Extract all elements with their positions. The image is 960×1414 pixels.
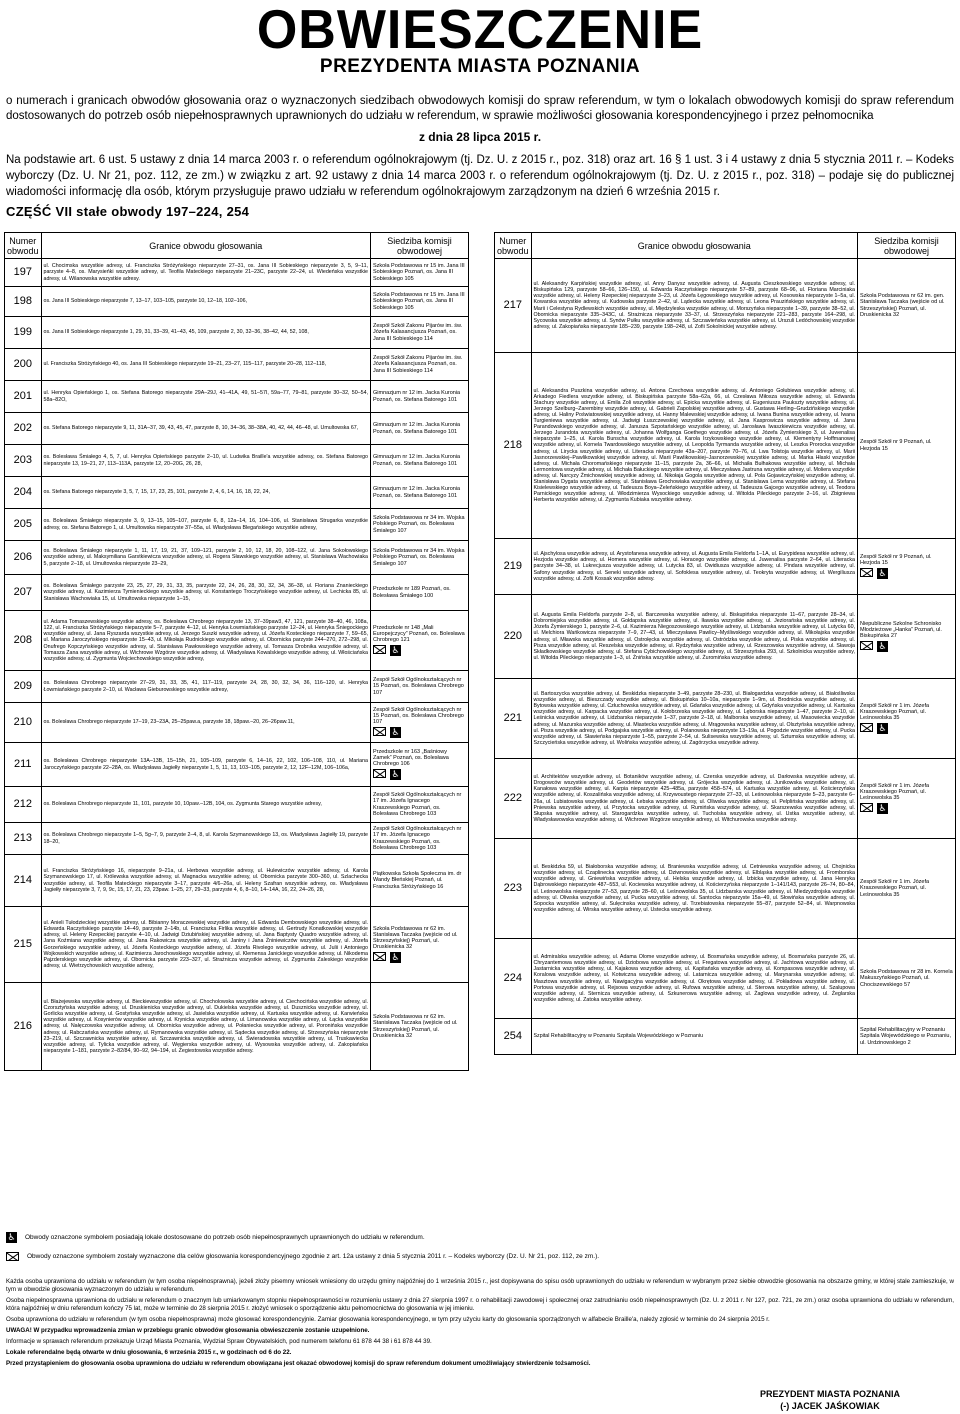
district-row xyxy=(5,381,469,413)
district-bounds: ul. Admiralska wszystkie adresy, ul. Adama Olome wszystkie adresy, ul. Bosmańska wszystkie adresy, ul. Bosmańska parzyste 26, ul. Chryzantemowa wszystkie adresy, ul. Dziobowa wszystkie adresy, ul. Fregatowa wszystkie adresy, ul. Jachtowa wszystkie adresy, ul. Jastarnicka wszystkie adresy, ul. Kajakowa wszystkie adresy, ul. Kapitańska wszystkie adresy, ul. Kompasowa wszystkie adresy, ul. Koralowa wszystkie adresy, ul. Kotwiczna wszystkie adresy, ul. Latarnicza wszystkie adresy, ul. Marynarska wszystkie adresy, ul. Masztowa wszystkie adresy, ul. Nawigacyjna wszystkie adresy, ul. Okrętowa wszystkie adresy, ul. Pokładowa wszystkie adresy, ul. Portowa wszystkie adresy, ul. Rejsowa wszystkie adresy, ul. Rufowa wszystkie adresy, ul. Sterowa wszystkie adresy, ul. Szalupowa wszystkie adresy, ul. Sternicza wszystkie adresy, ul. Szkunerowa wszystkie adresy, ul. Żaglowa wszystkie adresy, ul. Żeglarska wszystkie adresy, ul. Zatoka wszystkie adresy. xyxy=(531,939,857,1019)
district-seat-text: Przedszkole nr 189 Poznań, os. Bolesława Śmiałego 100 xyxy=(373,586,451,599)
district-bounds: os. Bolesława Śmiałego nieparzyste 3, 9, 13–15, 105–107, parzyste 6, 8, 12a–14, 16, 104–106, ul. Stanisława Strugarka wszystkie adresy, os. Stefana Batorego 1, ul. Umultowska nieparzyste 37–55a, ul. Władysława Blegańskiego wszystkie adresy, xyxy=(41,509,370,541)
district-seat xyxy=(858,595,956,679)
legal-basis: Na podstawie art. 6 ust. 5 ustawy z dnia 14 marca 2003 r. o referendum ogólnokrajowym (tj. Dz. U. z 2015 r., poz. 318) oraz art. 16 § 1 ust. 3 i 4 ustawy z dnia 5 stycznia 2011 r. – Kodeks wyborczy (Dz. U. Nr 21, poz. 112, ze zm.) w związku z art. 92 ustawy z dnia 14 marca 2003 r. o referendum ogólnokrajowym (tj. Dz. U. z 2015 r., poz. 318) – podaje się do publicznej wiadomości informację dla osób, którym przysługuje prawo udziału w referendum ogólnokrajowym zarządzonym na dzień 6 września 2015 r. xyxy=(6,154,954,198)
district-number: 211 xyxy=(5,743,42,787)
district-bounds: Szpital Rehabilitacyjny w Poznaniu Szpitala Wojewódzkiego w Poznaniu xyxy=(531,1019,857,1055)
wheelchair-icon: ♿ xyxy=(878,641,887,652)
district-bounds: ul. Adama Tomaszewskiego wszystkie adresy, os. Bolesława Chrobrego nieparzyste 13, 37–39paw3, 47, 121, parzyste 38–40, 46, 108a, 122, ul. Franciszka Stróżyńskiego nieparzyste 5–7, parzyste 4–12, ul. Henryka Łowmiańskiego parzyste 12–24, ul. Henryka Śniegockiego wszystkie adresy, ul. Jana Ryszarda wszystkie adresy, ul. Jerzego Suszki wszystkie adresy, ul. Józefa Kosteckiego nieparzyste 7, 59–65, ul. Mariana Jaroczyńskiego nieparzyste 15–43, ul. Mikołaja Rudnickiego wszystkie adresy, ul. Obornicka parzyste 244–270, 272–298, ul. Onufrego Kopczyńskiego wszystkie adresy, ul. Stanisława Pawłowskiego wszystkie adresy, ul. Tomasza Drobnika wszystkie adresy, ul. Tomasza Zana wszystkie adresy, ul. Wichrowe Wzgórze wszystkie adresy, ul. Władysława Kowalskiego wszystkie adresy, ul. Włościańska wszystkie adresy, ul. Zygmunta Wojciechowskiego wszystkie adresy, xyxy=(41,611,370,671)
district-row xyxy=(5,611,469,671)
district-number: 197 xyxy=(5,259,42,287)
district-seat xyxy=(371,823,469,855)
district-seat-text: Gimnazjum nr 12 im. Jacka Kuronia Poznań, os. Stefana Batorego 101 xyxy=(373,454,461,467)
district-seat-text: Zespół Szkół nr 9 Poznań, ul. Hezjoda 15 xyxy=(860,553,932,566)
district-bounds: ul. Aleksandra Puszkina wszystkie adresy, ul. Antona Czechowa wszystkie adresy, ul. Antoniego Gołubiewa wszystkie adresy, ul. Arkadego Fiedlera wszystkie adresy, ul. Biskupińska parzyste 58a–62a, 66, ul. Czesława Miłosza wszystkie adresy, ul. Edwarda Stachury wszystkie adresy, ul. Emila Zoli wszystkie adresy, ul. Epicka wszystkie adresy, ul. Eugeniusza Paukszty wszystkie adresy, ul. Jerzego Szelburg–Zarembiny wszystkie adresy, ul. Gabrieli Zapolskiej wszystkie adresy, ul. Gustawa Herling–Grudzińskiego wszystkie adresy, ul. Haliny Poświatowskiej wszystkie adresy, ul. Hanny Malewskiej wszystkie adresy, ul. Iwana Bunina wszystkie adresy, ul. Iwana Turgieniewa wszystkie adresy, ul. Jadwigi Łuszczewskiej wszystkie adresy, ul. Jana Kasprowicza wszystkie adresy, ul. Jana Parandowskiego wszystkie adresy, ul. Janusza Szpotańskiego wszystkie adresy, ul. Jarosława Iwaszkiewicza wszystkie adresy, ul. Jerzego Jurandota wszystkie adresy, ul. Johanna Wolfganga Goethego wszystkie adresy, ul. Józefa Żymierskiego 3, ul. Juwenalisa nieparzyste 1–25, ul. Karola Bunscha wszystkie adresy, ul. Karola Irzykowskiego wszystkie adresy, ul. Klementyny Hoffmanowej wszystkie adresy, ul. Kornela Twardowskiego wszystkie adresy, ul. Leopolda Tyrmanda wszystkie adresy, ul. Leszka Prorocka wszystkie adresy, ul. Lirycka wszystkie adresy, ul. Literacka nieparzyste 43a–207, parzyste 70–76, ul. Lwa Tołstoja wszystkie adresy, ul. Marii Jasnorzewskiej–Pawlikowskiej wszystkie adresy, ul. Marii Pawlikowskiej–Jasnorzewskiej wszystkie adresy, ul. Marka Hłaski wszystkie adresy, ul. Michała Choromańskiego nieparzyste 11–15, parzyste 2a, 36–66, ul. Michaiła Bułhakowa wszystkie adresy, ul. Michała Lermontowa wszystkie adresy, ul. Michała Bałuckiego wszystkie adresy, ul. Mieczysława Jastruna wszystkie adresy, ul. Moliera wszystkie adresy, ul. Narcyzy Żmichowskiej wszystkie adresy, ul. Nikołaja Gogola wszystkie adresy, ul. Pola Gojawiczyńskiej wszystkie adresy, ul. Stanisława Dygata wszystkie adresy, ul. Stanisława Grochowiaka wszystkie adresy, ul. Stanisława Lema wszystkie adresy, ul. Stefana Kisielewskiego wszystkie adresy, ul. Tadeusza Boya–Żeleńskiego wszystkie adresy, ul. Tadeusza Gajcego wszystkie adresy, ul. Teodora Parnickiego wszystkie adresy, ul. Włodzimierza Wysockiego wszystkie adresy, ul. Witolda Pileckiego parzyste 2–16, ul. Zbigniewa Herberta wszystkie adresy, ul. Zygmunta Kubiaka wszystkie adresy. xyxy=(531,353,857,539)
col-seat: Siedziba komisji obwodowej xyxy=(858,233,956,259)
wheelchair-icon: ♿ xyxy=(391,952,400,963)
district-seat xyxy=(371,611,469,671)
district-row xyxy=(5,317,469,349)
district-number: 213 xyxy=(5,823,42,855)
district-seat-text: Szkoła Podstawowa nr 34 im. Wojska Polskiego Poznań, os. Bolesława Śmiałego 107 xyxy=(373,515,465,534)
district-seat-text: Szkoła Podstawowa nr 15 im. Jana III Sobieskiego Poznań, os. Jana III Sobieskiego 105 xyxy=(373,292,465,311)
district-bounds: ul. Henryka Opieńskiego 1, os. Stefana Batorego nieparzyste 29A–29J, 41–41A, 49, 51–57I, 59a–77, 79–81, parzyste 30–32, 50–54, 58a–82O, xyxy=(41,381,370,413)
district-number: 220 xyxy=(495,595,532,679)
legend-accessible-text: Obwody oznaczone symbolem posiadają lokale dostosowane do potrzeb osób niepełnosprawnych uprawnionych do udziału w referendum. xyxy=(25,1234,425,1241)
note: Informacje w sprawach referendum przekazuje Urząd Miasta Poznania, Wydział Spraw Obywatelskich, pod numerem telefonu 61 878 44 38 i 61 878 44 39. xyxy=(6,1338,432,1345)
note: Osoba uprawniona do udziału w referendum (w tym osoba niepełnosprawna) może głosować korespondencyjnie. Zamiar głosowania korespondencyjnego, w tym przy użyciu karty do głosowania sporządzonych w alfabecie Braille'a, należy zgłosić w terminie do 24 sierpnia 2015 r. xyxy=(6,1316,770,1323)
district-seat-text: Szpital Rehabilitacyjny w Poznaniu Szpitala Wojewódzkiego w Poznaniu, ul. Urdzinowskiego 2 xyxy=(860,1027,952,1046)
district-seat xyxy=(858,539,956,595)
district-seat-text: Szkoła Podstawowa nr 15 im. Jana III Sobieskiego Poznań, os. Jana III Sobieskiego 105 xyxy=(373,263,465,282)
district-number: 210 xyxy=(5,703,42,743)
envelope-icon xyxy=(860,723,873,732)
district-number: 222 xyxy=(495,759,532,839)
district-number: 217 xyxy=(495,259,532,353)
district-bounds: ul. Anieli Tułodzieckiej wszystkie adresy, ul. Bibianny Moraczewskiej wszystkie adresy, ul. Edwarda Dembowskiego wszystkie adresy, ul. Edwarda Raczyńskiego parzyste 14–49, parzyste 2–14b, ul. Franciszka Firlika wszystkie adresy, ul. Gertrudy Konatkowskiej wszystkie adresy, ul. Heleny Rzepeckiej parzyste 4–10, ul. Jadwigi Dziubińskiej wszystkie adresy, ul. Jana Baptysty Quadro wszystkie adresy, ul. Jana Koźmiana wszystkie adresy, ul. Jana Rakowicza wszystkie adresy, ul. Janiny i Jana Żniniewiczów wszystkie adresy, ul. Józefa Gorzeńskiego wszystkie adresy, ul. Józefa Kosteckiego wszystkie adresy, ul. Józefa Rivolego wszystkie adresy, ul. Julii i Antoniego Wojkowskich wszystkie adresy, ul. Kazimierza Jarochowskiego wszystkie adresy, ul. Klemensa Janickiego wszystkie adresy, ul. Nikodema Pajzderskiego wszystkie adresy, ul. Obornicka parzyste 223–327, ul. Strażnicza wszystkie adresy, ul. Zygmunta Zaleskiego wszystkie adresy, ul. Wietrzychowskich wszystkie adresy, xyxy=(41,907,370,983)
district-bounds: ul. Ajschylosa wszystkie adresy, ul. Arystofanesa wszystkie adresy, ul. Augusta Emila Fieldorfa 1–1A, ul. Eurypidesa wszystkie adresy, ul. Hezjoda wszystkie adresy, ul. Homera wszystkie adresy, ul. Horacego wszystkie adresy, ul. Juwenalisa parzyste 2–64, ul. Literacka parzyste 34–38, ul. Lukrecjusza wszystkie adresy, ul. Lutycka 83, ul. Owidiusza wszystkie adresy, ul. Pindara wszystkie adresy, ul. Safony wszystkie adresy, ul. Seneki wszystkie adresy, ul. Sofoklesa wszystkie adresy, ul. Teokryta wszystkie adresy, ul. Wergiliusza wszystkie adresy, ul. Zofii Kossak wszystkie adresy. xyxy=(531,539,857,595)
district-number: 216 xyxy=(5,983,42,1071)
district-bounds: ul. Architektów wszystkie adresy, ul. Botaników wszystkie adresy, ul. Czerska wszystkie adresy, ul. Darłowska wszystkie adresy, ul. Drogowców wszystkie adresy, ul. Geodetów wszystkie adresy, ul. Grójecka wszystkie adresy, ul. Junikowska wszystkie adresy, ul. Kanałowa wszystkie adresy, ul. Karpia nieparzyste 425–485a, parzyste 458–574, ul. Kartuska wszystkie adresy, ul. Kościerzyńska wszystkie adresy, ul. Koszalińska wszystkie adresy, ul. Krzywoustego nieparzyste 27–33, ul. Leśnowolska nieparzyste 5–23, parzyste 6–26a, ul. Lubiatowska wszystkie adresy, ul. Łebska wszystkie adresy, ul. Oliwska wszystkie adresy, ul. Pelplińska wszystkie adresy, ul. Pniewska wszystkie adresy, ul. Przytocka wszystkie adresy, ul. Rumińska wszystkie adresy, ul. Skarszewska wszystkie adresy, ul. Słupska wszystkie adresy, ul. Starogardzka wszystkie adresy, ul. Tucholska wszystkie adresy, ul. Ustka wszystkie adresy, ul. Władysławowska wszystkie adresy, ul. Wichrowe Wzgórze wszystkie adresy, ul. Witchurowska wszystkie adresy. xyxy=(531,759,857,839)
district-bounds: ul. Błażejewska wszystkie adresy, ul. Bieckiewszystkie adresy, ul. Chocholowska wszystkie adresy, ul. Ciechocińska wszystkie adresy, ul. Czorsztyńska wszystkie adresy, ul. Druskienicka wszystkie adresy, ul. Dukielska wszystkie adresy, ul. Dusznicka wszystkie adresy, ul. Gorlicka wszystkie adresy, ul. Gostyńska wszystkie adresy, ul. Jasielska wszystkie adresy, ul. Kartuska wszystkie adresy, ul. Karwieńska wszystkie adresy, ul. Kosynierów wszystkie adresy, ul. Krynicka wszystkie adresy, ul. Limanowska wszystkie adresy, ul. Łącka wszystkie adresy, ul. Nałęczowska wszystkie adresy, ul. Obornicka wszystkie adresy, ul. Połaniecka wszystkie adresy, ul. Poronińska wszystkie adresy, ul. Rabczańska wszystkie adresy, ul. Rymanowska wszystkie adresy, ul. Sądecka wszystkie adresy, ul. Strzeszyńska nieparzyste 23–219, ul. Szczawnicka wszystkie adresy, ul. Szczawnicka wszystkie adresy, ul. Świeradowska wszystkie adresy, ul. Truskawiecka wszystkie adresy, ul. Tylicka wszystkie adresy, ul. Węgierska wszystkie adresy, ul. Wysowska wszystkie adresy, ul. Zakopiańska nieparzyste 1–181, parzyste 2–82/84, 90–92, 94–194, ul. Żegiestowska wszystkie adresy. xyxy=(41,983,370,1071)
district-row xyxy=(5,703,469,743)
district-row xyxy=(5,541,469,575)
notes-section xyxy=(6,1278,954,1371)
district-bounds: os. Bolesława Chrobrego nieparzyste 1–5, 5g–7, 9, parzyste 2–4, 8, ul. Karola Szymanowskiego 13, os. Władysława Jagiełły 19, parzyste 18–20, xyxy=(41,823,370,855)
district-seat xyxy=(371,317,469,349)
envelope-icon xyxy=(373,769,386,778)
district-number: 223 xyxy=(495,839,532,939)
district-number: 224 xyxy=(495,939,532,1019)
district-seat-text: Szkoła Podstawowa nr 62 im. gen. Stanisława Taczaka (wejście od ul. Strzeszyńskiej) Poznań, ul. Druskienicka 32 xyxy=(860,293,945,318)
districts-table-left xyxy=(4,232,469,1071)
legend-postal xyxy=(6,1252,599,1261)
district-icons xyxy=(373,645,466,656)
district-bounds: ul. Franciszka Stróżyńskiego 16, nieparzyste 9–21a, ul. Herbowa wszystkie adresy, ul. Hulewiczów wszystkie adresy, ul. Karola Szymanowskiego 17, ul. Królewska wszystkie adresy, ul. Magnacka wszystkie adresy, ul. Obornicka parzyste 300–360, ul. Szlachecka wszystkie adresy, ul. Teofila Mateckiego nieparzyste 3–17, parzyste 4/6–26a, ul. Heleny Szafran wszystkie adresy, os. Władysława Jagiełły nieparzyste 3, 7, 9, 9c, 15, 17, 21, 23, 23paw. 1–25, 27, 29–33, parzyste 4, 6, 8–10, 14–14A, 16, 22, 24–26, 28, xyxy=(41,855,370,907)
district-row xyxy=(5,983,469,1071)
district-number: 201 xyxy=(5,381,42,413)
district-row xyxy=(495,839,956,939)
note-identity: Przed przystąpieniem do głosowania osoba uprawniona do udziału w referendum obowiązana jest okazać obwodowej komisji do spraw referendum dokument umożliwiający stwierdzenie tożsamości. xyxy=(6,1360,591,1367)
district-number: 254 xyxy=(495,1019,532,1055)
district-seat-text: Zespół Szkół Ogólnokształcących nr 15 Poznań, os. Bolesława Chrobrego 107 xyxy=(373,706,464,726)
part-heading: CZĘŚĆ VII stałe obwody 197–224, 254 xyxy=(6,204,250,219)
district-seat-text: Gimnazjum nr 12 im. Jacka Kuronia Poznań, os. Stefana Batorego 101 xyxy=(373,390,461,403)
col-bounds: Granice obwodu głosowania xyxy=(531,233,857,259)
notice-subtitle: PREZYDENTA MIASTA POZNANIA xyxy=(319,56,641,77)
district-seat xyxy=(371,907,469,983)
wheelchair-icon: ♿ xyxy=(391,645,400,656)
district-seat-text: Zespół Szkół Ogólnokształcących nr 17 im. Józefa Ignacego Kraszewskiego Poznań, os. Bolesława Chrobrego 103 xyxy=(373,826,462,851)
wheelchair-icon: ♿ xyxy=(878,803,887,814)
col-seat: Siedziba komisji obwodowej xyxy=(371,233,469,259)
district-row xyxy=(495,353,956,539)
district-seat-text: Szkoła Podstawowa nr 62 im. Stanisława Taczaka (wejście od ul. Strzeszyńskiej) Poznań, ul. Druskienicka 32 xyxy=(373,1014,458,1039)
note-warning: UWAGA! W przypadku wprowadzenia zmian w przebiegu granic obwodów głosowania obwieszczenie zostanie uzupełnione. xyxy=(6,1327,370,1334)
district-row xyxy=(5,477,469,509)
district-seat xyxy=(371,541,469,575)
district-seat-text: Zespół Szkół Zakonu Pijarów im. św. Józefa Kalasancjusza Poznań, os. Jana III Sobieskiego 114 xyxy=(373,355,463,374)
district-seat-text: Zespół Szkół Ogólnokształcących nr 15 Poznań, os. Bolesława Chrobrego 107 xyxy=(373,677,464,696)
district-number: 199 xyxy=(5,317,42,349)
envelope-icon xyxy=(860,568,873,577)
district-seat xyxy=(858,839,956,939)
signature xyxy=(760,1388,900,1412)
district-seat-text: Zespół Szkół nr 1 im. Józefa Kraszewskiego Poznań, ul. Leśnowolska 35 xyxy=(860,702,930,722)
district-row xyxy=(5,907,469,983)
district-row xyxy=(495,595,956,679)
district-seat xyxy=(371,855,469,907)
district-seat xyxy=(858,679,956,759)
district-bounds: os. Bolesława Chrobrego nieparzyste 13A–13B, 15–15h, 21, 105–109, parzyste 6, 14–16, 22, 102, 106–108, 110, ul. Mariana Jaroczyńskiego parzyste 22–28A, os. Władysława Jagiełły nieparzyste 1, 5, 11, 13, 103–105, parzyste 2, 12, 12F–12M, 106–106a, xyxy=(41,743,370,787)
envelope-icon xyxy=(373,645,386,654)
district-number: 208 xyxy=(5,611,42,671)
signature-name: (-) JACEK JAŚKOWIAK xyxy=(780,1401,880,1411)
district-number: 218 xyxy=(495,353,532,539)
district-row xyxy=(5,349,469,381)
district-number: 200 xyxy=(5,349,42,381)
district-seat-text: Szkoła Podstawowa nr 62 im. Stanisława Taczaka (wejście od ul. Strzeszyńskiej) Poznań, ul. Druskienicka 32 xyxy=(373,925,458,951)
district-seat xyxy=(371,413,469,445)
district-number: 212 xyxy=(5,787,42,823)
district-row xyxy=(5,575,469,611)
district-icons xyxy=(373,769,466,780)
district-number: 209 xyxy=(5,671,42,703)
district-row xyxy=(5,509,469,541)
district-seat-text: Szkoła Podstawowa nr 28 im. Kornela Makuszyńskiego Poznań, ul. Chociszewskiego 57 xyxy=(860,969,953,988)
district-icons xyxy=(860,641,953,652)
district-row xyxy=(5,287,469,317)
district-bounds: os. Stefana Batorego nieparzyste 9, 11, 31A–37, 39, 43, 45, 47, parzyste 8, 10, 34–36, 38–38A, 40, 42, 44, 46–48, ul. Umultowska 67, xyxy=(41,413,370,445)
district-row xyxy=(495,679,956,759)
district-row xyxy=(495,939,956,1019)
legend-postal-text: Obwody oznaczone symbolem zostały wyznaczone dla celów głosowania korespondencyjnego zgodnie z art. 12a ustawy z dnia 5 stycznia 2011 r. – Kodeks wyborczy (Dz. U. Nr 21, poz. 112, ze zm.). xyxy=(27,1253,600,1260)
districts-table-right xyxy=(494,232,956,1055)
district-bounds: os. Bolesława Śmiałego 4, 5, 7, ul. Henryka Opieńskiego parzyste 2–10, ul. Ludwika Braille'a wszystkie adresy, os. Stefana Batorego nieparzyste 13, 19–21, 27, 113–113A, parzyste 12, 20–20G, 26, 28, xyxy=(41,445,370,477)
district-icons xyxy=(860,803,953,814)
district-seat xyxy=(858,259,956,353)
district-icons xyxy=(373,727,466,738)
district-icons xyxy=(860,568,953,579)
envelope-icon xyxy=(860,803,873,812)
district-number: 203 xyxy=(5,445,42,477)
district-row xyxy=(5,743,469,787)
district-row xyxy=(5,413,469,445)
wheelchair-icon: ♿ xyxy=(391,769,400,780)
district-bounds: os. Jana III Sobieskiego nieparzyste 1, 29, 31, 33–39, 41–43, 45, 109, parzyste 2, 30, 32–36, 38–42, 44, 52, 108, xyxy=(41,317,370,349)
legend-accessible xyxy=(6,1232,425,1243)
note: Każda osoba uprawniona do udziału w referendum (w tym osoba niepełnosprawna), jeżeli złoży pisemny wniosek wniesiony do urzędu gminy najpóźniej do 1 września 2015 r., jest dopisywana do spisu osób uprawnionych do udziału w referendum w wybranym przez siebie obwodzie głosowania na obszarze gminy, w której stale zamieszkuje, w tym w obwodzie głosowania wyznaczonym do udziału w referendum. xyxy=(6,1278,954,1293)
district-bounds: os. Stefana Batorego nieparzyste 3, 5, 7, 15, 17, 23, 25, 101, parzyste 2, 4, 6, 14, 16, 18, 22, 24, xyxy=(41,477,370,509)
notice-title: OBWIESZCZENIE xyxy=(256,0,704,61)
envelope-icon xyxy=(373,952,386,961)
district-row xyxy=(495,759,956,839)
district-icons xyxy=(373,952,466,963)
district-seat-text: Przedszkole nr 148 „Mali Europejczycy” Poznań, os. Bolesława Chrobrego 121 xyxy=(373,624,465,644)
district-bounds: os. Bolesława Chrobrego nieparzyste 11, 101, parzyste 10, 10paw.–12B, 104, os. Zygmunta Starego wszystkie adresy, xyxy=(41,787,370,823)
district-row xyxy=(495,1019,956,1055)
district-number: 221 xyxy=(495,679,532,759)
district-seat-text: Gimnazjum nr 12 im. Jacka Kuronia Poznań, os. Stefana Batorego 101 xyxy=(373,486,461,499)
district-seat xyxy=(371,477,469,509)
district-bounds: os. Bolesława Chrobrego nieparzyste 27–29, 31, 33, 35, 41, 117–119, parzyste 24, 28, 30, 32, 34, 36, 116–120, ul. Henryka Łowmiańskiego parzyste 2–10, ul. Wacława Gieburowskiego wszystkie adresy, xyxy=(41,671,370,703)
district-bounds: os. Jana III Sobieskiego nieparzyste 7, 13–17, 103–105, parzyste 10, 12–18, 102–106, xyxy=(41,287,370,317)
district-seat xyxy=(371,575,469,611)
wheelchair-icon: ♿ xyxy=(7,1232,16,1242)
wheelchair-icon: ♿ xyxy=(878,568,887,579)
col-bounds: Granice obwodu głosowania xyxy=(41,233,370,259)
district-seat xyxy=(858,759,956,839)
district-seat-text: Zespół Szkół nr 1 im. Józefa Kraszewskiego Poznań, ul. Leśnowolska 35 xyxy=(860,879,930,898)
district-row xyxy=(5,855,469,907)
district-number: 207 xyxy=(5,575,42,611)
district-seat-text: Niepubliczne Szkolne Schronisko Młodzieżowe „Hanka” Poznań, ul. Biskupińska 27 xyxy=(860,620,942,640)
district-row xyxy=(5,259,469,287)
col-number: Numer obwodu xyxy=(5,233,42,259)
district-seat xyxy=(371,787,469,823)
district-number: 215 xyxy=(5,907,42,983)
envelope-icon xyxy=(6,1252,19,1261)
district-seat-text: Zespół Szkół Ogólnokształcących nr 17 im. Józefa Ignacego Kraszewskiego Poznań, os. Bolesława Chrobrego 103 xyxy=(373,792,462,817)
col-number: Numer obwodu xyxy=(495,233,532,259)
district-number: 204 xyxy=(5,477,42,509)
district-seat xyxy=(371,509,469,541)
notice-date: z dnia 28 lipca 2015 r. xyxy=(418,130,542,144)
district-row xyxy=(5,445,469,477)
district-bounds: ul. Aleksandry Karpińskiej wszystkie adresy, ul. Anny Danysz wszystkie adresy, ul. Augusta Cieszkowskiego wszystkie adresy, ul. Biskupińska 129, parzyste 58–66, 126–150, ul. Edwarda Raczyńskiego nieparzyste 57–89, parzyste 68–96, ul. Floriana Marciniaka wszystkie adresy, ul. Heleny Rzepeckiej nieparzyste 3–23, ul. Józefa Łęgowskiego wszystkie adresy, ul. Kosowska nieparzyste 1–5a, ul. Kowarska wszystkie adresy, ul. Kudowska parzyste 2–42, ul. Lądecka wszystkie adresy, ul. Leona Prauzińskiego wszystkie adresy, ul. Marii i Celestyna Rydlewskich wszystkie adresy, ul. Międzyleska wszystkie adresy, ul. Morszyńska nieparzyste 1–39, parzyste 38–52, ul. Obornicka nieparzyste 335–343C, ul. Strażnicza nieparzyste 33–37, ul. Strzeszyńska nieparzyste 221–283, parzyste 164–298, ul. Sycowska wszystkie adresy, ul. Synów Pułku wszystkie adresy, ul. Szczawieńska wszystkie adresy, ul. Urszuli Ledóchowskiej wszystkie adresy, ul. Zakopiańska nieparzyste 185–239, parzyste 198–248, ul. Zofii Sokolnickiej wszystkie adresy. xyxy=(531,259,857,353)
district-bounds: os. Bolesława Śmiałego parzyste 23, 25, 27, 29, 31, 33, 35, parzyste 22, 24, 26, 28, 30, 32, 34, 36–38, ul. Floriana Znanieckiego wszystkie adresy, ul. Kazimierza Tymienieckiego wszystkie adresy, ul. Konstantego Troczyńskiego wszystkie adresy, ul. Lechicka 85, ul. Stanisława Wachowiaka 15, ul. Umultowska nieparzyste 1–15, xyxy=(41,575,370,611)
district-number: 205 xyxy=(5,509,42,541)
district-seat xyxy=(371,743,469,787)
district-seat xyxy=(371,445,469,477)
district-row xyxy=(495,539,956,595)
district-seat xyxy=(371,671,469,703)
district-seat xyxy=(371,287,469,317)
district-icons xyxy=(860,723,953,734)
wheelchair-icon: ♿ xyxy=(878,723,887,734)
district-seat xyxy=(371,983,469,1071)
district-bounds: os. Bolesława Chrobrego nieparzyste 17–19, 23–23A, 25–25paw.a, parzyste 18, 18paw.–20, 26–26paw.11, xyxy=(41,703,370,743)
district-seat xyxy=(371,381,469,413)
note: Osoba niepełnosprawna uprawniona do udziału w referendum o znacznym lub umiarkowanym stopniu niepełnosprawności w rozumieniu ustawy z dnia 27 sierpnia 1997 r. o rehabilitacji zawodowej i społecznej oraz zatrudnianiu osób niepełnosprawnych (Dz. U. z 2011 r. Nr 127, poz. 721, ze zm.) oraz osoba uprawniona do udziału w referendum, która najpóźniej w dniu referendum kończy 75 lat, może w terminie do 28 sierpnia 2015 r. złożyć wniosek o sporządzenie aktu pełnomocnictwa do głosowania w jej imieniu. xyxy=(6,1297,954,1312)
envelope-icon xyxy=(373,727,386,736)
district-seat-text: Piątkowska Szkoła Społeczna im. dr Wandy Błeńskiej Poznań, ul. Franciszka Stróżyńskiego 16 xyxy=(373,871,462,890)
district-row xyxy=(5,787,469,823)
district-seat xyxy=(858,939,956,1019)
district-seat-text: Przedszkole nr 163 „Baśniowy Zamek” Poznań, os. Bolesława Chrobrego 106 xyxy=(373,748,449,768)
district-seat-text: Szkoła Podstawowa nr 34 im. Wojska Polskiego Poznań, os. Bolesława Śmiałego 107 xyxy=(373,548,465,567)
district-bounds: ul. Augusta Emila Fieldorfa parzyste 2–8, ul. Barczewska wszystkie adresy, ul. Biskupińska nieparzyste 11–67, parzyste 28–34, ul. Dobromiejska wszystkie adresy, ul. Gołdapska wszystkie adresy, ul. Iławska wszystkie adresy, ul. Jeziorańska wszystkie adresy, ul. Józefa Żymierskiego 1, parzyste 2–6, ul. Kazimierza Niegoszowskiego wszystkie adresy, ul. Lidzbarska wszystkie adresy, ul. Lutycka 60, ul. Melchiora Wańkowicza nieparzyste 7–9, 27–43, ul. Mieczysława Pawlicy–Myśliwskiego wszystkie adresy, ul. Mikołajska wszystkie adresy, ul. Mławska wszystkie adresy, ul. Ostrołęcka wszystkie adresy, ul. Ostródzka wszystkie adresy, ul. Piska wszystkie adresy, ul. Pisza wszystkie adresy, ul. Reszelska wszystkie adresy, ul. Rydzyńska wszystkie adresy, ul. Rzeszowska wszystkie adresy, ul. Sławoja Składkowskiego wszystkie adresy, ul. Stefana Cybichowskiego wszystkie adresy, ul. Strzeszyńska 293, ul. Szkolnicka wszystkie adresy, ul. Witolda Pileckiego nieparzyste 1–3, ul. Żnińska wszystkie adresy, ul. Żuromińska wszystkie adresy. xyxy=(531,595,857,679)
district-seat-text: Zespół Szkół Zakonu Pijarów im. św. Józefa Kalasancjusza Poznań, os. Jana III Sobieskiego 114 xyxy=(373,323,463,342)
district-row xyxy=(5,671,469,703)
district-number: 198 xyxy=(5,287,42,317)
district-seat-text: Gimnazjum nr 12 im. Jacka Kuronia Poznań, os. Stefana Batorego 101 xyxy=(373,422,461,435)
wheelchair-icon: ♿ xyxy=(391,727,400,738)
district-seat xyxy=(371,703,469,743)
district-number: 219 xyxy=(495,539,532,595)
district-seat xyxy=(858,353,956,539)
district-number: 202 xyxy=(5,413,42,445)
district-bounds: ul. Chocimska wszystkie adresy, ul. Franciszka Stróżyńskiego nieparzyste 27–31, os. Jana III Sobieskiego nieparzyste 3, 5, 9–11, parzyste 4–8, os. Marysieńki wszystkie adresy, ul. Teofila Mateckiego nieparzyste 21–23C, parzyste 22–24, ul. Wiedeńska wszystkie adresy, ul. Wilanowska wszystkie adresy. xyxy=(41,259,370,287)
district-row xyxy=(495,259,956,353)
note-hours: Lokale referendalne będą otwarte w dniu głosowania, 6 września 2015 r., w godzinach od 6 do 22. xyxy=(6,1349,292,1356)
district-number: 206 xyxy=(5,541,42,575)
district-row xyxy=(5,823,469,855)
district-bounds: os. Bolesława Śmiałego nieparzyste 1, 11, 17, 19, 21, 37, 109–121, parzyste 2, 10, 12, 18, 20, 108–122, ul. Jana Sokołowskiego wszystkie adresy, ul. Maksymiliana Garstkiewicza wszystkie adresy, ul. Rogera Sławskiego wszystkie adresy, ul. Stanisława Wachowiaka 5, parzyste 2–18, ul. Umultowska nieparzyste 23–29, xyxy=(41,541,370,575)
district-bounds: ul. Franciszka Stróżyńskiego 40, os. Jana III Sobieskiego nieparzyste 19–21, 23–27, 115–117, parzyste 20–28, 112–118, xyxy=(41,349,370,381)
envelope-icon xyxy=(860,641,873,650)
district-seat xyxy=(371,259,469,287)
district-bounds: ul. Beskidzka 59, ul. Białoborska wszystkie adresy, ul. Braniewska wszystkie adresy, ul. Cetniewska wszystkie adresy, ul. Chojnicka wszystkie adresy, ul. Czaplinecka wszystkie adresy, ul. Dziwnowska wszystkie adresy, ul. Elbląska wszystkie adresy, ul. Fromborska wszystkie adresy, ul. Gniewińska wszystkie adresy, ul. Helska wszystkie adresy, ul. Izbicka wszystkie adresy, ul. Jana Henryka Dąbrowskiego nieparzyste 487–553, ul. Kociewska wszystkie adresy, ul. Kościerzyńska nieparzyste 1–141/143, parzyste 26–74, 80–84, ul. Leśnowolska nieparzyste 27–53, parzyste 28–60, ul. Leśnowolska 35, ul. Lidzbarska wszystkie adresy, ul. Miedzyzdrojska wszystkie adresy, ul. Oliwska wszystkie adresy, ul. Pucka wszystkie adresy, ul. Santocka nieparzyste 15a–49, ul. Słowińska wszystkie adresy, ul. Sopocka wszystkie adresy, ul. Sulęcinska wszystkie adresy, ul. Trzebiatowska nieparzyste 55–87, parzyste 52–84, ul. Warpnowska wszystkie adresy, ul. Wirska wszystkie adresy, ul. Ustecka wszystkie adresy. xyxy=(531,839,857,939)
district-number: 214 xyxy=(5,855,42,907)
signature-title: PREZYDENT MIASTA POZNANIA xyxy=(760,1389,901,1399)
district-seat-text: Zespół Szkół nr 9 Poznań, ul. Hezjoda 15 xyxy=(860,439,932,452)
district-bounds: ul. Bartoszycka wszystkie adresy, ul. Beskidzka nieparzyste 3–49, parzyste 28–230, ul. Białogardzka wszystkie adresy, ul. Białośliwska wszystkie adresy, ul. Bieszczady wszystkie adresy, ul. Biskupińska 10–10a, nieparzyste 1–9m, ul. Brodnicka wszystkie adresy, ul. Bytowska wszystkie adresy, ul. Człuchowska wszystkie adresy, ul. Gdańska wszystkie adresy, ul. Gdyńska wszystkie adresy, ul. Kartuska wszystkie adresy, ul. Karpacka wszystkie adresy, ul. Kołobrzeska wszystkie adresy, ul. Lęborska nieparzyste 1–47, parzyste 2–10, ul. Leśnicka wszystkie adresy, ul. Lidzbarska nieparzyste 1–37, parzyste 2–18, ul. Malborska wszystkie adresy, ul. Masowiecka wszystkie adresy, ul. Mazurska wszystkie adresy, ul. Miastecka wszystkie adresy, ul. Mrągowska wszystkie adresy, ul. Olsztyńska wszystkie adresy, ul. Pisza wszystkie adresy, ul. Podgajska wszystkie adresy, ul. Polanowska nieparzyste 13–19a, ul. Pogodzie wszystkie adresy, ul. Pucka wszystkie adresy, ul. Sławieńska nieparzyste 1–55, parzyste 2–54, ul. Sulisewska wszystkie adresy, ul. Sztumska wszystkie adresy, ul. Szczycieńska wszystkie adresy, ul. Wolińska wszystkie adresy, ul. Zagórzycka wszystkie adresy. xyxy=(531,679,857,759)
intro-paragraph: o numerach i granicach obwodów głosowania oraz o wyznaczonych siedzibach obwodowych komisji do spraw referendum, w tym o lokalach obwodowych komisji do spraw referendum dostosowanych do potrzeb osób niepełnosprawnych uprawnionych do udziału w referendum, w sprawie możliwości głosowania korespondencyjnego i przez pełnomocnika xyxy=(6,95,954,122)
district-seat-text: Zespół Szkół nr 1 im. Józefa Kraszewskiego Poznań, ul. Leśnowolska 35 xyxy=(860,782,930,802)
district-seat xyxy=(858,1019,956,1055)
district-seat xyxy=(371,349,469,381)
